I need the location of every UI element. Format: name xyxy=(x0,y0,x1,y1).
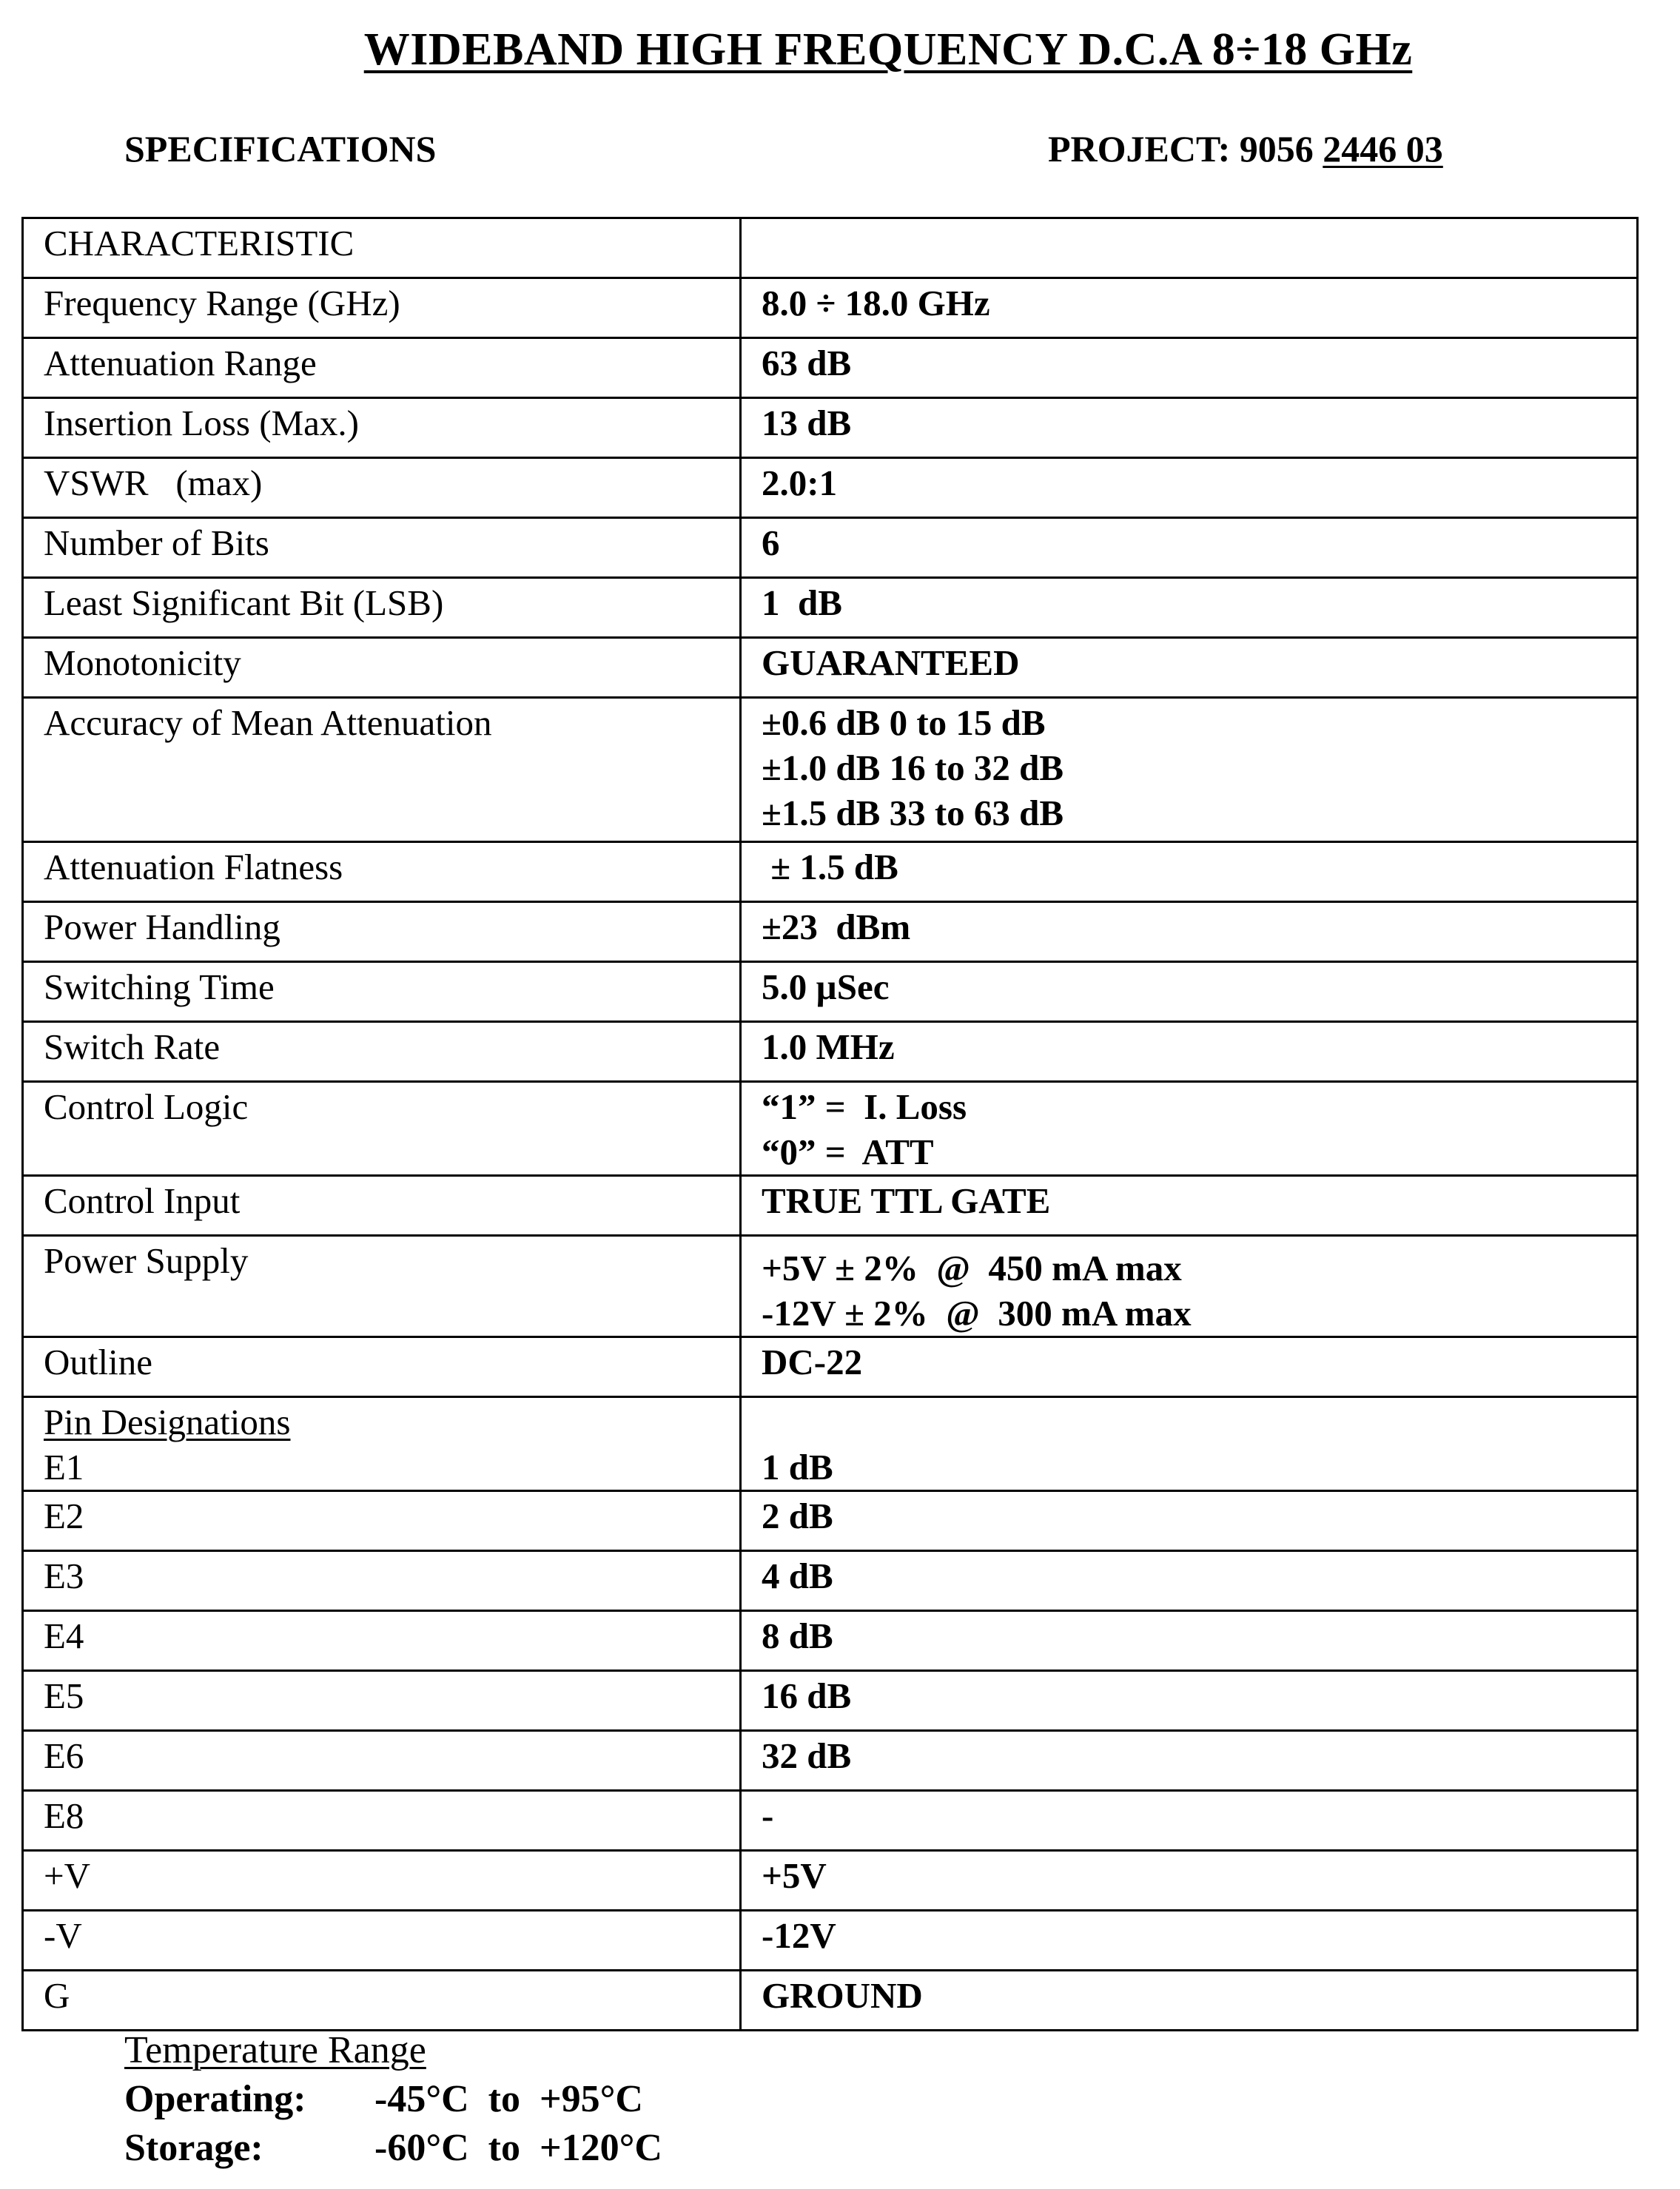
table-row xyxy=(23,638,1638,698)
value-line: ±1.5 dB 33 to 63 dB xyxy=(762,793,1064,833)
specifications-table xyxy=(21,217,1639,2031)
characteristic-cell: Monotonicity xyxy=(23,638,741,698)
table-row xyxy=(23,218,1638,278)
operating-label: Operating: xyxy=(124,2078,306,2120)
table-row xyxy=(23,902,1638,962)
value-line: ±1.0 dB 16 to 32 dB xyxy=(762,747,1064,788)
value-cell: 13 dB xyxy=(741,398,1638,458)
value-line: ±0.6 dB 0 to 15 dB xyxy=(762,702,1046,743)
value-cell: +5V xyxy=(741,1851,1638,1911)
table-row xyxy=(23,1551,1638,1611)
characteristic-cell: Frequency Range (GHz) xyxy=(23,278,741,338)
value-cell: 1 dB xyxy=(741,578,1638,638)
value-cell xyxy=(741,218,1638,278)
characteristic-cell: Control Input xyxy=(23,1176,741,1236)
table-row xyxy=(23,1236,1638,1337)
storage-label: Storage: xyxy=(124,2127,263,2169)
characteristic-cell: Insertion Loss (Max.) xyxy=(23,398,741,458)
table-row xyxy=(23,338,1638,398)
value-cell: 2.0:1 xyxy=(741,458,1638,518)
table-row xyxy=(23,278,1638,338)
table-row xyxy=(23,518,1638,578)
table-row xyxy=(23,1022,1638,1082)
operating-value: -45°C to +95°C xyxy=(374,2078,643,2120)
project-label: PROJECT: 9056 xyxy=(1048,128,1323,169)
characteristic-cell: Attenuation Flatness xyxy=(23,842,741,902)
characteristic-cell: Control Logic xyxy=(23,1082,741,1176)
table-row xyxy=(23,698,1638,842)
characteristic-cell: Switch Rate xyxy=(23,1022,741,1082)
characteristic-cell: Accuracy of Mean Attenuation xyxy=(23,698,741,842)
value-line: 1 dB xyxy=(762,1447,833,1487)
operating-temperature xyxy=(124,2075,662,2124)
value-cell: ±23 dBm xyxy=(741,902,1638,962)
value-line: +5V ± 2% @ 450 mA max xyxy=(762,1248,1182,1288)
value-cell: ± 1.5 dB xyxy=(741,842,1638,902)
characteristic-cell xyxy=(23,1397,741,1491)
pin-designations-heading: Pin Designations xyxy=(44,1402,291,1442)
project-code: 2446 03 xyxy=(1323,128,1443,169)
document-title: WIDEBAND HIGH FREQUENCY D.C.A 8÷18 GHz xyxy=(363,24,1413,75)
value-cell: GROUND xyxy=(741,1971,1638,2031)
value-cell xyxy=(741,698,1638,842)
characteristic-cell: Switching Time xyxy=(23,962,741,1022)
characteristic-cell: G xyxy=(23,1971,741,2031)
characteristic-cell: E4 xyxy=(23,1611,741,1671)
table-row xyxy=(23,458,1638,518)
value-cell xyxy=(741,1082,1638,1176)
characteristic-cell: E3 xyxy=(23,1551,741,1611)
value-cell: DC-22 xyxy=(741,1337,1638,1397)
value-cell xyxy=(741,1397,1638,1491)
characteristic-cell: Outline xyxy=(23,1337,741,1397)
pin-label: E1 xyxy=(44,1447,84,1487)
table-row xyxy=(23,1971,1638,2031)
characteristic-cell: CHARACTERISTIC xyxy=(23,218,741,278)
value-line xyxy=(762,1399,1636,1445)
characteristic-cell: +V xyxy=(23,1851,741,1911)
characteristic-cell: Least Significant Bit (LSB) xyxy=(23,578,741,638)
table-row xyxy=(23,1491,1638,1551)
table-row xyxy=(23,1731,1638,1791)
characteristic-cell: E8 xyxy=(23,1791,741,1851)
storage-temperature xyxy=(124,2124,662,2173)
table-row xyxy=(23,578,1638,638)
storage-value: -60°C to +120°C xyxy=(374,2127,662,2169)
value-cell: 8.0 ÷ 18.0 GHz xyxy=(741,278,1638,338)
characteristic-cell: E2 xyxy=(23,1491,741,1551)
value-cell: 32 dB xyxy=(741,1731,1638,1791)
table-row xyxy=(23,1082,1638,1176)
table-row xyxy=(23,1337,1638,1397)
value-line: -12V ± 2% @ 300 mA max xyxy=(762,1293,1192,1334)
value-cell xyxy=(741,1236,1638,1337)
characteristic-cell: Attenuation Range xyxy=(23,338,741,398)
value-line: “0” = ATT xyxy=(762,1132,934,1172)
value-cell: 5.0 µSec xyxy=(741,962,1638,1022)
characteristic-cell: E6 xyxy=(23,1731,741,1791)
value-cell: 8 dB xyxy=(741,1611,1638,1671)
table-row xyxy=(23,962,1638,1022)
table-row xyxy=(23,1791,1638,1851)
value-cell: 1.0 MHz xyxy=(741,1022,1638,1082)
table-row xyxy=(23,1671,1638,1731)
value-cell: 16 dB xyxy=(741,1671,1638,1731)
project-number xyxy=(1048,127,1443,170)
characteristic-cell: Power Supply xyxy=(23,1236,741,1337)
table-row xyxy=(23,842,1638,902)
characteristic-cell: E5 xyxy=(23,1671,741,1731)
value-line: “1” = I. Loss xyxy=(762,1086,967,1127)
value-cell: GUARANTEED xyxy=(741,638,1638,698)
table-row xyxy=(23,1851,1638,1911)
specifications-heading: SPECIFICATIONS xyxy=(124,128,437,169)
value-cell: 2 dB xyxy=(741,1491,1638,1551)
table-row xyxy=(23,1911,1638,1971)
characteristic-cell: -V xyxy=(23,1911,741,1971)
value-cell: 6 xyxy=(741,518,1638,578)
table-row xyxy=(23,398,1638,458)
value-cell: 63 dB xyxy=(741,338,1638,398)
table-row xyxy=(23,1176,1638,1236)
value-cell: -12V xyxy=(741,1911,1638,1971)
temperature-range-section xyxy=(124,2026,662,2173)
table-row xyxy=(23,1397,1638,1491)
value-cell: TRUE TTL GATE xyxy=(741,1176,1638,1236)
value-cell: 4 dB xyxy=(741,1551,1638,1611)
temperature-range-heading: Temperature Range xyxy=(124,2029,426,2071)
characteristic-cell: VSWR (max) xyxy=(23,458,741,518)
table-row xyxy=(23,1611,1638,1671)
characteristic-cell: Power Handling xyxy=(23,902,741,962)
characteristic-cell: Number of Bits xyxy=(23,518,741,578)
value-cell: - xyxy=(741,1791,1638,1851)
